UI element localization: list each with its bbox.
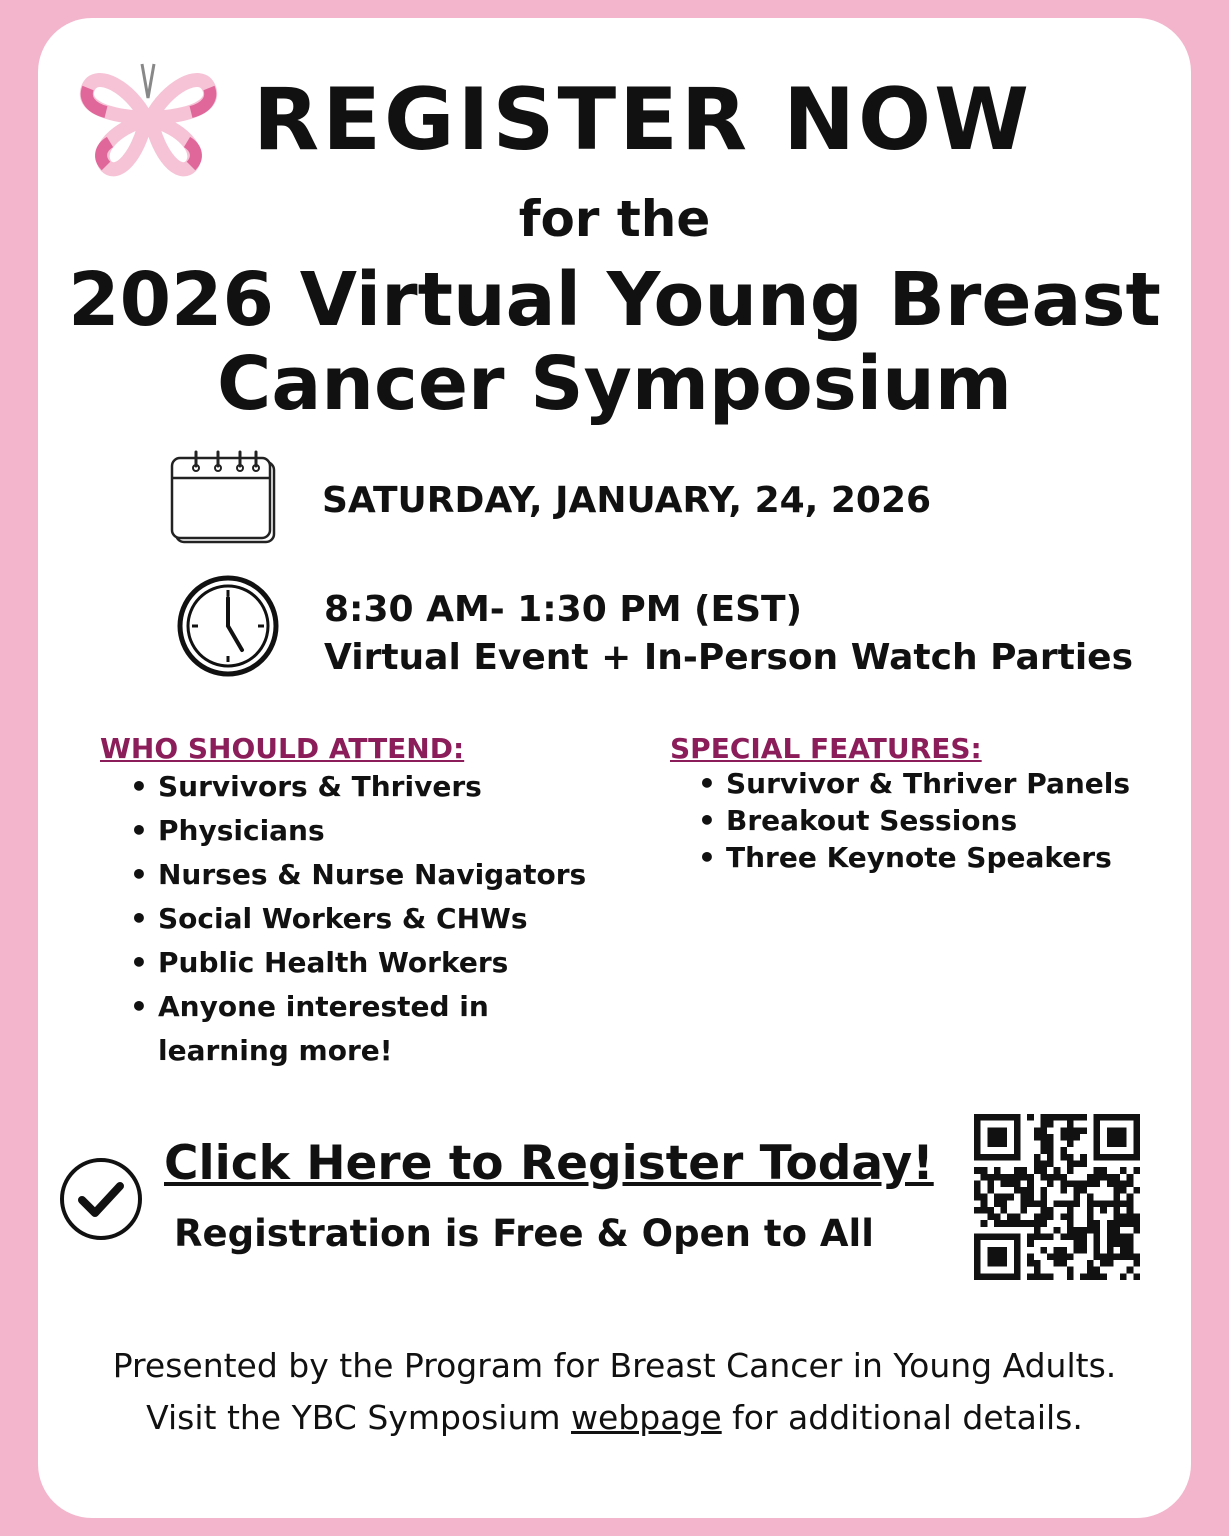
special-features-heading: SPECIAL FEATURES: [670, 732, 982, 765]
register-today-link[interactable]: Click Here to Register Today! [164, 1136, 934, 1191]
list-item: • Breakout Sessions [726, 802, 1130, 839]
event-time-block [324, 586, 1133, 682]
list-item: • Public Health Workers [158, 941, 586, 985]
butterfly-ribbon-logo [76, 58, 221, 178]
list-item: • Social Workers & CHWs [158, 897, 586, 941]
event-time: 8:30 AM- 1:30 PM (EST) [324, 589, 803, 630]
list-item-continuation: learning more! [158, 1034, 393, 1067]
footer-presented-by: Presented by the Program for Breast Cancer in Young Adults. [112, 1346, 1117, 1385]
webpage-link[interactable]: webpage [571, 1398, 722, 1437]
event-format: Virtual Event + In-Person Watch Parties [324, 637, 1133, 678]
event-date: SATURDAY, JANUARY, 24, 2026 [322, 480, 932, 521]
list-item: • Anyone interested in [158, 985, 586, 1029]
registration-free-text: Registration is Free & Open to All [174, 1212, 874, 1255]
who-should-attend-heading: WHO SHOULD ATTEND: [100, 732, 465, 765]
special-features-list [670, 765, 1130, 876]
footer-visit-line [38, 1392, 1191, 1444]
clock-icon [176, 574, 280, 678]
calendar-icon [170, 450, 280, 546]
special-features-section [670, 732, 1130, 876]
footer [38, 1340, 1191, 1444]
list-item: • Three Keynote Speakers [726, 839, 1130, 876]
for-the-text: for the [518, 190, 711, 248]
event-title-line1: 2026 Virtual Young Breast [68, 257, 1161, 343]
list-item: • Physicians [158, 809, 586, 853]
flyer-card [38, 18, 1191, 1518]
footer-visit-pre: Visit the YBC Symposium [146, 1398, 572, 1437]
register-now-title: REGISTER NOW [253, 70, 1033, 170]
who-should-attend-section [100, 732, 586, 1073]
who-should-attend-list [100, 765, 586, 1029]
list-item: • Survivor & Thriver Panels [726, 765, 1130, 802]
check-circle-icon [58, 1156, 144, 1242]
event-title-line2: Cancer Symposium [217, 341, 1012, 427]
footer-visit-post: for additional details. [721, 1398, 1083, 1437]
qr-code[interactable] [974, 1114, 1140, 1280]
event-title [38, 258, 1191, 426]
list-item: • Nurses & Nurse Navigators [158, 853, 586, 897]
list-item: • Survivors & Thrivers [158, 765, 586, 809]
